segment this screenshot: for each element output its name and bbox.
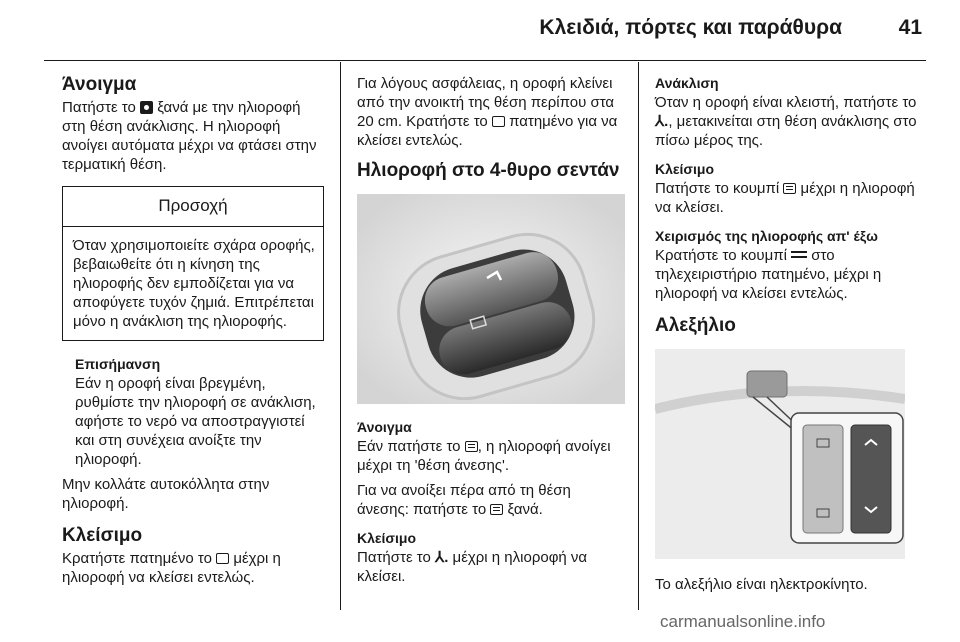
paragraph-tilt: Όταν η οροφή είναι κλειστή, πατήστε το ⅄., μετακινείται στη θέση ανάκλισης στο πίσω μέρος της. <box>655 94 917 149</box>
close-button-icon <box>216 553 229 564</box>
heading-close: Κλείσιμο <box>62 525 143 546</box>
paragraph-safety: Για λόγους ασφάλειας, η οροφή κλείνει από την ανοικτή της θέση περίπου στα 20 cm. Κρατήστε το πατημένο για να κλείσει εντελώς. <box>357 75 618 149</box>
paragraph-close: Κρατήστε πατημένο το μέχρι η ηλιοροφή να κλείσει εντελώς. <box>62 550 281 586</box>
tilt-button-icon: ⅄. <box>435 549 449 566</box>
note-title: Επισήμανση <box>75 356 161 372</box>
paragraph-sticker: Μην κολλάτε αυτοκόλλητα στην ηλιοροφή. <box>62 476 270 512</box>
header-rule <box>44 60 926 61</box>
heading-sunshade: Αλεξήλιο <box>655 315 736 336</box>
open-button-icon <box>490 504 503 515</box>
heading-sedan: Ηλιοροφή στο 4-θυρο σεντάν <box>357 160 620 181</box>
column-divider-2 <box>638 62 639 610</box>
page-header <box>0 0 960 60</box>
watermark: carmanualsonline.info <box>660 612 826 631</box>
subheading-close: Κλείσιμο <box>655 161 715 177</box>
paragraph-open-further: Για να ανοίξει πέρα από τη θέση άνεσης: πατήστε το ξανά. <box>357 482 571 518</box>
subheading-open: Άνοιγμα <box>357 419 412 435</box>
close-button-icon <box>783 183 796 194</box>
subheading-remote: Χειρισμός της ηλιοροφής απ' έξω <box>655 228 878 244</box>
page-number: 41 <box>898 16 922 39</box>
caution-text: Όταν χρησιμοποιείτε σχάρα οροφής, βεβαιωθείτε ότι η κίνηση της ηλιοροφής δεν εμποδίζεται για να αποφύγετε τυχόν ζημιά. Επιτρέπεται μόνο η ανάκλιση της ηλιοροφής. <box>73 237 315 330</box>
note-block <box>62 355 324 469</box>
tilt-button-icon: ⅄. <box>655 113 669 130</box>
close-button-icon <box>492 116 505 127</box>
column-1 <box>62 74 324 593</box>
column-3 <box>655 74 927 600</box>
paragraph-sunshade: Το αλεξήλιο είναι ηλεκτροκίνητο. <box>655 576 868 593</box>
paragraph-open-comfort: Εάν πατήστε το , η ηλιοροφή ανοίγει μέχρι τη 'θέση άνεσης'. <box>357 438 611 474</box>
sun-button-icon <box>140 101 153 114</box>
remote-button-icon <box>791 251 807 258</box>
subheading-tilt: Ανάκλιση <box>655 75 719 91</box>
note-text: Εάν η οροφή είναι βρεγμένη, ρυθμίστε την ηλιοροφή σε ανάκλιση, αφήστε το νερό να αποστραγγιστεί και στη συνέχεια ανοίξτε την ηλιοροφή. <box>75 375 316 468</box>
paragraph-close: Πατήστε το κουμπί μέχρι η ηλιοροφή να κλείσει. <box>655 180 915 216</box>
page-title: Κλειδιά, πόρτες και παράθυρα <box>539 16 842 39</box>
subheading-close: Κλείσιμο <box>357 530 417 546</box>
sunshade-switch-illustration <box>655 349 905 559</box>
sunroof-switch-illustration <box>357 194 625 404</box>
column-divider-1 <box>340 62 341 610</box>
paragraph-remote: Κρατήστε το κουμπί στο τηλεχειριστήριο πατημένο, μέχρι η ηλιοροφή να κλείσει εντελώς. <box>655 247 882 302</box>
open-button-icon <box>465 441 478 452</box>
caution-title: Προσοχή <box>63 187 323 227</box>
column-2 <box>357 74 625 592</box>
caution-box <box>62 186 324 341</box>
paragraph-open: Πατήστε το ξανά με την ηλιοροφή στη θέση ανάκλισης. Η ηλιοροφή ανοίγει αυτόματα μέχρι να φτάσει στην τερματική θέση. <box>62 99 317 173</box>
paragraph-close: Πατήστε το ⅄. μέχρι η ηλιοροφή να κλείσει. <box>357 549 588 585</box>
heading-open: Άνοιγμα <box>62 74 137 95</box>
